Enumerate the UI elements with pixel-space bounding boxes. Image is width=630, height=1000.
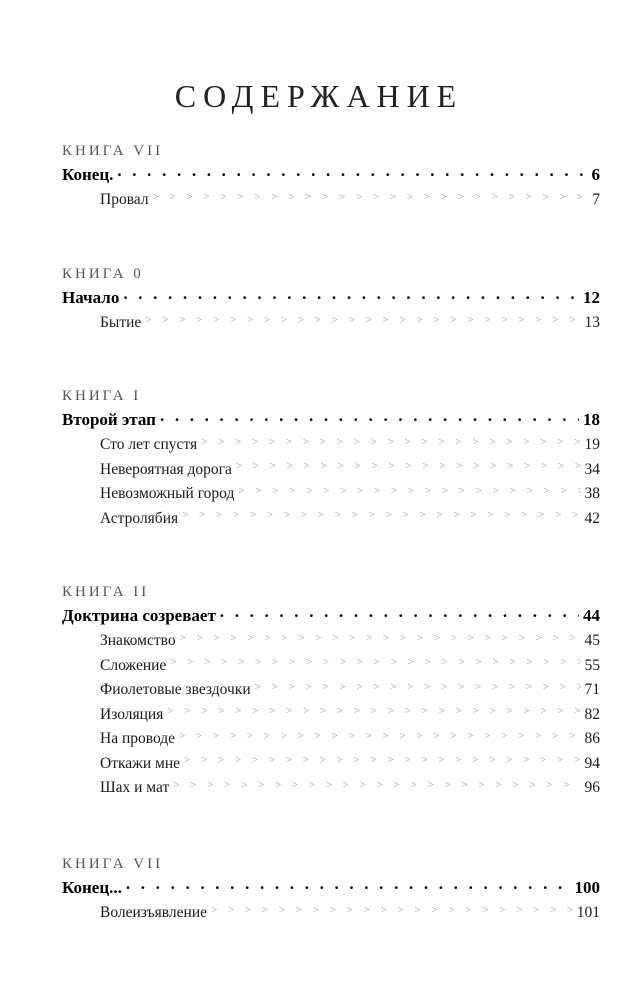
section-title: Невероятная дорога	[100, 460, 232, 478]
toc-section-entry[interactable]	[62, 654, 600, 679]
toc-section-entry[interactable]	[62, 507, 600, 532]
page-number: 38	[584, 485, 600, 502]
toc-section-entry[interactable]	[62, 311, 600, 336]
section-title: Откажи мне	[100, 754, 181, 772]
section-title: На проводе	[100, 730, 176, 747]
toc-section-entry[interactable]	[62, 727, 600, 752]
page-number: 18	[583, 410, 600, 429]
toc-chapter-entry[interactable]	[62, 285, 600, 311]
dot-leader	[126, 876, 571, 893]
dot-leader	[123, 286, 579, 303]
section-title: Знакомство	[100, 632, 176, 649]
toc-section-entry[interactable]	[62, 776, 600, 801]
section-title: Астролябия	[100, 509, 179, 527]
arrow-leader	[182, 507, 580, 523]
chapter-title: Начало	[62, 288, 120, 307]
page-number: 19	[584, 436, 600, 453]
section-title: Сложение	[100, 656, 167, 674]
page-number: 44	[583, 606, 600, 625]
section-title: Сто лет спустя	[100, 436, 198, 453]
arrow-leader	[179, 728, 580, 744]
dot-leader	[220, 604, 579, 621]
book-section	[62, 385, 600, 531]
chapter-title: Второй этап	[62, 410, 156, 429]
toc-section-entry[interactable]	[62, 458, 600, 483]
chapter-title: Конец...	[62, 878, 122, 897]
section-title: Провал	[100, 191, 149, 208]
chapter-title: Доктрина созревает	[62, 606, 216, 625]
book-label: КНИГА 0	[62, 266, 144, 282]
page-number: 82	[584, 705, 600, 723]
page-number: 86	[584, 730, 600, 747]
toc-section-entry[interactable]	[62, 629, 600, 654]
toc-chapter-entry[interactable]	[62, 407, 600, 433]
toc-section-entry[interactable]	[62, 703, 600, 728]
arrow-leader	[201, 434, 580, 450]
arrow-leader	[167, 703, 580, 719]
section-title: Шах и мат	[100, 779, 170, 796]
toc-section-entry[interactable]	[62, 752, 600, 777]
page-number: 45	[584, 632, 600, 649]
arrow-leader	[145, 312, 580, 328]
book-section	[62, 263, 600, 336]
arrow-leader	[184, 752, 580, 768]
dot-leader	[117, 163, 587, 180]
arrow-leader	[236, 458, 581, 474]
page-number: 7	[592, 191, 600, 208]
page-number: 100	[574, 878, 600, 897]
page-number: 6	[591, 165, 600, 184]
page-number: 12	[583, 288, 600, 307]
arrow-leader	[211, 902, 573, 918]
toc-section-entry[interactable]	[62, 188, 600, 213]
arrow-leader	[170, 654, 580, 670]
page-number: 34	[584, 460, 600, 478]
toc-section-entry[interactable]	[62, 433, 600, 458]
page-title: СОДЕРЖАНИЕ	[174, 78, 464, 114]
book-label: КНИГА VII	[62, 143, 164, 159]
page-number: 94	[584, 754, 600, 772]
book-label: КНИГА II	[62, 584, 150, 600]
book-section	[62, 853, 600, 926]
toc-chapter-entry[interactable]	[62, 603, 600, 629]
page-number: 55	[584, 656, 600, 674]
page-number: 13	[584, 314, 600, 331]
page-number: 96	[584, 779, 600, 796]
page-number: 42	[584, 509, 600, 527]
book-section	[62, 581, 600, 801]
page-number: 101	[576, 904, 600, 921]
book-label: КНИГА VII	[62, 856, 164, 872]
section-title: Фиолетовые звездочки	[100, 681, 251, 698]
toc-chapter-entry[interactable]	[62, 162, 600, 188]
toc-section-entry[interactable]	[62, 901, 600, 926]
arrow-leader	[173, 777, 580, 793]
section-title: Изоляция	[100, 705, 164, 723]
chapter-title: Конец.	[62, 165, 114, 184]
arrow-leader	[153, 189, 589, 205]
page-number: 71	[584, 681, 600, 698]
toc-chapter-entry[interactable]	[62, 875, 600, 901]
toc-section-entry[interactable]	[62, 678, 600, 703]
section-title: Бытие	[100, 314, 142, 331]
section-title: Невозможный город	[100, 485, 235, 502]
arrow-leader	[255, 679, 581, 695]
book-label: КНИГА I	[62, 388, 142, 404]
toc-section-entry[interactable]	[62, 482, 600, 507]
arrow-leader	[180, 630, 581, 646]
dot-leader	[160, 408, 579, 425]
section-title: Волеизъявление	[100, 904, 207, 921]
arrow-leader	[238, 483, 580, 499]
book-section	[62, 140, 600, 213]
